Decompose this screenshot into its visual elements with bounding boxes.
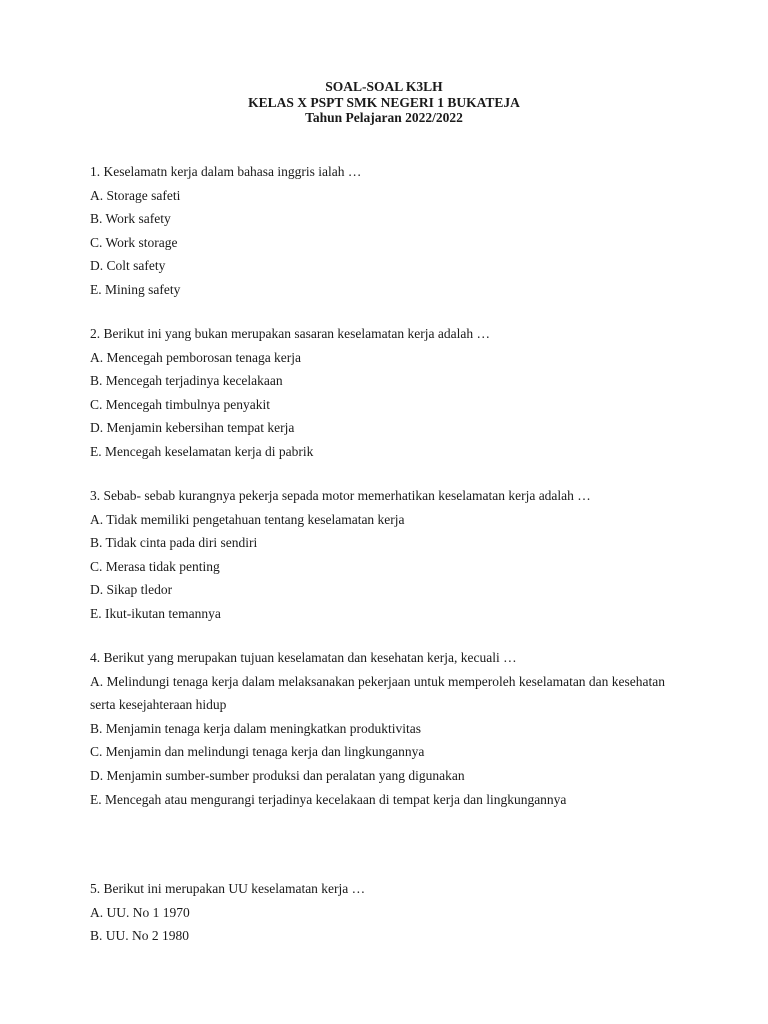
option-e: E. Ikut-ikutan temannya — [90, 605, 221, 621]
option-a: A. Mencegah pemborosan tenaga kerja — [90, 349, 302, 365]
option-e: E. Mining safety — [90, 281, 181, 297]
question-stem: 4. Berikut yang merupakan tujuan keselamatan dan kesehatan kerja, kecuali … — [90, 650, 517, 665]
school-year-line: Tahun Pelajaran 2022/2022 — [305, 110, 463, 125]
document-header — [0, 79, 768, 126]
option-c: C. Work storage — [90, 234, 178, 250]
option-b: B. Work safety — [90, 211, 171, 227]
document-title: SOAL-SOAL K3LH — [325, 79, 443, 94]
option-b: B. UU. No 2 1980 — [90, 928, 190, 944]
option-a: A. Storage safeti — [90, 187, 181, 203]
option-d: D. Menjamin sumber-sumber produksi dan peralatan yang digunakan — [90, 767, 465, 783]
option-c: C. Merasa tidak penting — [90, 558, 220, 574]
option-e: E. Mencegah atau mengurangi terjadinya kecelakaan di tempat kerja dan lingkungannya — [90, 791, 567, 807]
question-stem: 2. Berikut ini yang bukan merupakan sasaran keselamatan kerja adalah … — [90, 326, 490, 341]
option-d: D. Sikap tledor — [90, 582, 173, 598]
option-d: D. Menjamin kebersihan tempat kerja — [90, 420, 295, 436]
question-1 — [90, 163, 690, 305]
question-5 — [90, 880, 690, 951]
option-e: E. Mencegah keselamatan kerja di pabrik — [90, 443, 314, 459]
option-c: C. Menjamin dan melindungi tenaga kerja dan lingkungannya — [90, 744, 425, 760]
option-c: C. Mencegah timbulnya penyakit — [90, 396, 270, 412]
option-b: B. Mencegah terjadinya kecelakaan — [90, 373, 283, 389]
option-b: B. Tidak cinta pada diri sendiri — [90, 535, 258, 551]
option-a: A. Tidak memiliki pengetahuan tentang keselamatan kerja — [90, 511, 405, 527]
class-line: KELAS X PSPT SMK NEGERI 1 BUKATEJA — [248, 94, 520, 110]
option-d: D. Colt safety — [90, 258, 166, 274]
question-2 — [90, 325, 690, 467]
question-stem: 5. Berikut ini merupakan UU keselamatan kerja … — [90, 881, 366, 896]
option-b: B. Menjamin tenaga kerja dalam meningkatkan produktivitas — [90, 720, 422, 736]
question-stem: 3. Sebab- sebab kurangnya pekerja sepada motor memerhatikan keselamatan kerja adalah … — [90, 488, 591, 503]
option-a: A. UU. No 1 1970 — [90, 904, 190, 920]
question-4 — [90, 649, 690, 814]
question-stem: 1. Keselamatn kerja dalam bahasa inggris ialah … — [90, 164, 362, 179]
option-a: A. Melindungi tenaga kerja dalam melaksanakan pekerjaan untuk memperoleh keselamatan dan kesehatan serta kesejahteraan hidup — [90, 673, 666, 713]
question-3 — [90, 487, 690, 629]
